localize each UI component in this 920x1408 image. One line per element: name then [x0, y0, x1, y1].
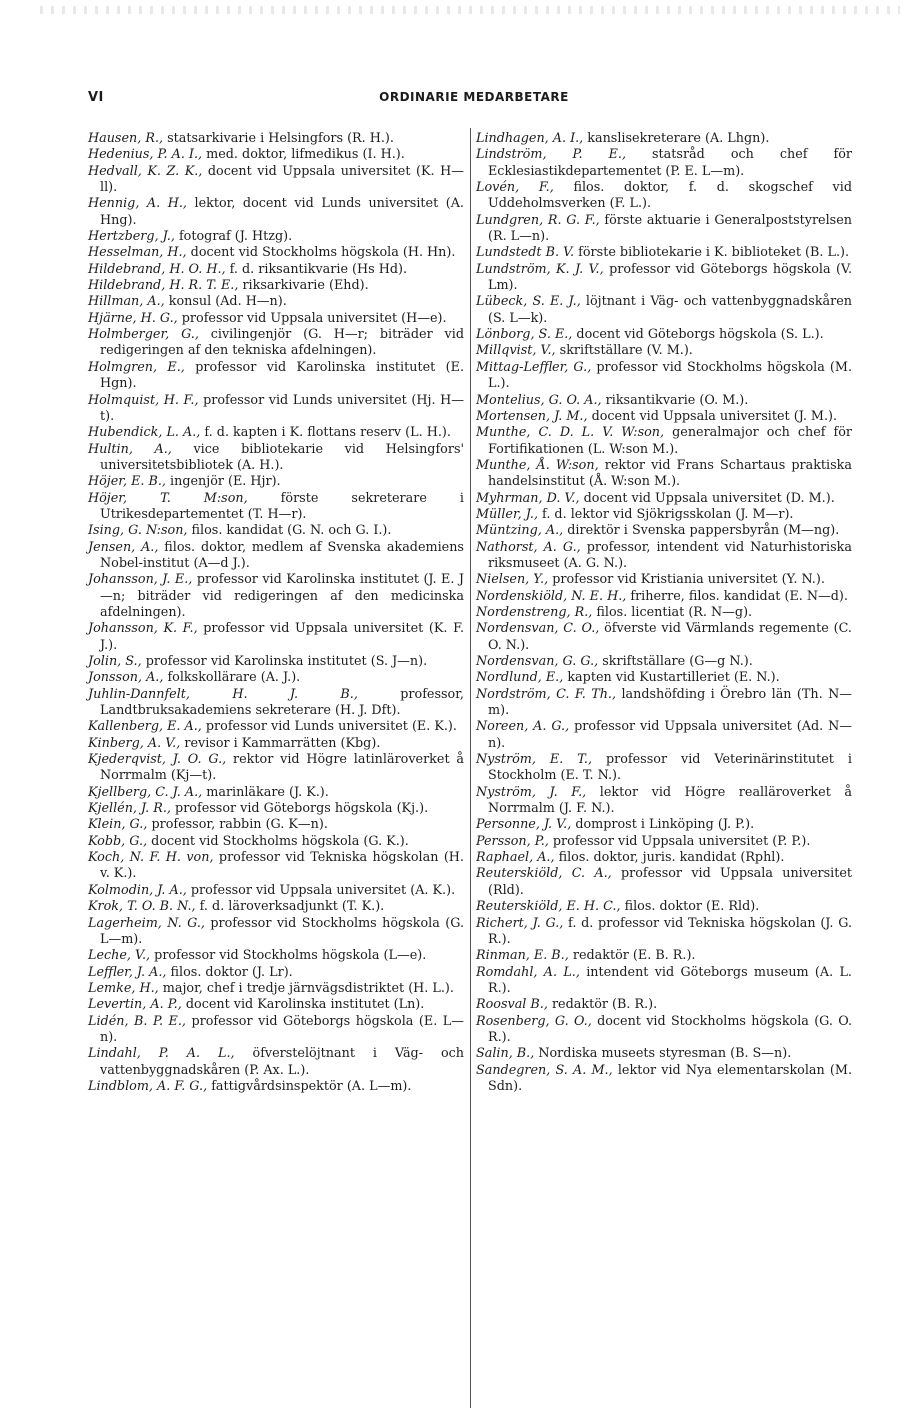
entry-name: Reuterskiöld, C. A., [476, 866, 612, 882]
entry-text: professor vid Göteborgs högskola (E. L—n). [100, 1013, 464, 1045]
entry-text: professor vid Karolinska institutet (E. Hgn). [100, 359, 464, 392]
entry-text: friherre, filos. kandidat (E. N—d). [626, 588, 848, 604]
entry-name: Nordlund, E., [476, 670, 564, 686]
entry-text: riksantikvarie (O. M.). [601, 392, 749, 408]
entry-text: filos. doktor (J. Lr). [166, 964, 293, 980]
entry-name: Kjellén, J. R., [88, 801, 171, 817]
entry-text: f. d. läroverksadjunkt (T. K.). [195, 899, 385, 915]
entry-text: professor, rabbin (G. K—n). [147, 817, 328, 833]
entry [88, 474, 464, 490]
entry-name: Lönborg, S. E., [476, 327, 573, 343]
entry-name: Montelius, G. O. A., [476, 392, 602, 408]
entry-text: professor vid Stockholms högskola (M. L.). [488, 359, 852, 392]
entry [476, 147, 852, 180]
entry [476, 850, 852, 866]
entry [476, 654, 852, 670]
entry-text: statsarkivarie i Helsingfors (R. H.). [163, 131, 394, 146]
entry-text: professor vid Uppsala universitet (H—e). [177, 310, 447, 326]
entry [88, 801, 464, 817]
entry [88, 1046, 464, 1079]
entry [476, 180, 852, 213]
entry [476, 343, 852, 359]
entry [476, 245, 852, 261]
entry-text: professor vid Karolinska institutet (J. E. J—n; biträder vid redigeringen af den medicinska afdelningen). [100, 572, 464, 620]
entry [88, 311, 464, 327]
entry [88, 245, 464, 261]
entry [476, 491, 852, 507]
entry-name: Myhrman, D. V., [476, 490, 580, 506]
entry-name: Müntzing, A., [476, 523, 564, 539]
entry-text: rektor vid Högre latinläroverket å Norrmalm (Kj—t). [100, 752, 464, 784]
entry-name: Romdahl, A. L., [476, 964, 580, 980]
entry-name: Levertin, A. P., [88, 997, 182, 1013]
entry-text: f. d. riksantikvarie (Hs Hd). [225, 261, 408, 277]
entry [476, 458, 852, 491]
entry-name: Hennig, A. H., [88, 196, 187, 212]
entry [476, 1014, 852, 1047]
entry-text: professor vid Lunds universitet (E. K.). [201, 719, 457, 735]
entry-text: konsul (Ad. H—n). [164, 294, 287, 310]
entry-text: öfverstelöjtnant i Väg- och vattenbyggnadskåren (P. Ax. L.). [100, 1046, 464, 1078]
entry [88, 393, 464, 426]
entry [88, 883, 464, 899]
entry-name: Hillman, A., [88, 294, 165, 310]
entry-text: rektor vid Frans Schartaus praktiska handelsinstitut (Å. W:son M.). [488, 457, 853, 490]
entry-name: Lübeck, S. E. J., [476, 294, 581, 310]
entry-text: docent vid Stockholms högskola (G. O. R.). [488, 1013, 853, 1045]
entry-name: Hjärne, H. G., [88, 310, 178, 326]
entry-text: professor, intendent vid Naturhistoriska riksmuseet (A. G. N.). [488, 539, 852, 571]
entry [476, 817, 852, 833]
entry-text: revisor i Kammarrätten (Kbg). [180, 735, 381, 751]
entry [88, 916, 464, 949]
entry [88, 425, 464, 441]
entry-name: Jensen, A., [88, 539, 159, 555]
entry-text: lektor vid Nya elementarskolan (M. Sdn). [488, 1062, 853, 1094]
entry-text: fotograf (J. Htzg). [174, 229, 293, 245]
entry-name: Munthe, Å. W:son, [476, 457, 599, 473]
entry-text: f. d. professor vid Tekniska högskolan (J. G. R.). [488, 915, 852, 947]
entry-name: Kinberg, A. V., [88, 735, 181, 751]
entry-name: Klein, G., [88, 817, 148, 833]
entry [476, 327, 852, 343]
entry-name: Nordenskiöld, N. E. H., [476, 588, 627, 604]
entry-text: redaktör (E. B. R.). [568, 948, 696, 964]
entry-text: domprost i Linköping (J. P.). [571, 817, 755, 833]
entry-text: docent vid Stockholms högskola (H. Hn). [186, 245, 456, 261]
entry-text: docent vid Uppsala universitet (K. H—ll). [100, 163, 464, 196]
entry [88, 670, 464, 686]
entry-name: Johansson, K. F., [88, 621, 198, 637]
entry-name: Hertzberg, J., [88, 229, 175, 245]
entry-text: professor vid Uppsala universitet (Rld). [488, 866, 852, 898]
entry [476, 752, 852, 785]
entry [88, 654, 464, 670]
entry [476, 1063, 852, 1096]
entry-name: Nordström, C. F. Th., [476, 686, 617, 702]
entry [476, 294, 852, 327]
entry [476, 948, 852, 964]
entry-name: Hultin, A., [88, 441, 172, 457]
entry [88, 491, 464, 524]
entry-text: professor vid Stockholms högskola (G. L—m). [100, 915, 464, 947]
entry-name: Hildebrand, H. R. T. E., [88, 278, 239, 294]
entry-text: f. d. lektor vid Sjökrigsskolan (J. M—r). [538, 506, 794, 522]
entry [88, 687, 464, 720]
entry-text: filos. doktor (E. Rld). [620, 899, 760, 915]
entry-name: Hausen, R., [88, 131, 164, 146]
entry-text: docent vid Stockholms högskola (G. K.). [147, 833, 409, 849]
entry-text: löjtnant i Väg- och vattenbyggnadskåren (S. L—k). [488, 294, 852, 326]
entry-name: Nordensvan, C. O., [476, 621, 600, 637]
entry [88, 196, 464, 229]
entry [88, 523, 464, 539]
entry-name: Lemke, H., [88, 980, 159, 996]
entry [88, 997, 464, 1013]
entry-name: Leffler, J. A., [88, 964, 167, 980]
entry-text: f. d. kapten i K. flottans reserv (L. H.). [200, 425, 451, 441]
entry [476, 866, 852, 899]
entry-name: Holmquist, H. F., [88, 392, 199, 408]
entry [88, 621, 464, 654]
entry-text: professor vid Uppsala universitet (Ad. N—n). [488, 719, 852, 751]
entry-text: filos. licentiat (R. N—g). [592, 604, 753, 620]
entry-name: Lindblom, A. F. G., [88, 1078, 208, 1094]
entry-text: ingenjör (E. Hjr). [165, 474, 281, 490]
entry-name: Jolin, S., [88, 654, 142, 669]
entry-name: Nordensvan, G. G., [476, 654, 599, 669]
entry-name: Lovén, F., [476, 180, 554, 196]
entry-name: Nyström, J. F., [476, 784, 587, 800]
entry-name: Juhlin-Dannfelt, H. J. B., [88, 686, 358, 702]
entry [476, 360, 852, 393]
entry [476, 834, 852, 850]
entry-text: riksarkivarie (Ehd). [238, 278, 369, 294]
entry-name: Personne, J. V., [476, 817, 572, 833]
entry [476, 540, 852, 573]
entry [88, 572, 464, 621]
entry-text: professor vid Uppsala universitet (P. P.). [548, 833, 811, 849]
entry-text: förste bibliotekarie i K. biblioteket (B. L.). [574, 245, 850, 261]
entry-name: Jonsson, A., [88, 670, 164, 686]
entry-text: professor, Landtbruksakademiens sekreterare (H. J. Dft). [100, 686, 464, 719]
entry [476, 965, 852, 998]
entry-name: Kolmodin, J. A., [88, 882, 187, 898]
entry [476, 425, 852, 458]
entry-text: filos. kandidat (G. N. och G. I.). [187, 523, 392, 539]
entry [88, 540, 464, 573]
entry-text: fattigvårdsinspektör (A. L—m). [207, 1078, 412, 1094]
entry [476, 605, 852, 621]
entry-name: Lidén, B. P. E., [88, 1013, 186, 1029]
entry-name: Lundström, K. J. V., [476, 261, 604, 277]
entry-name: Rosenberg, G. O., [476, 1013, 592, 1029]
entry-text: professor vid Lunds universitet (Hj. H—t). [100, 392, 464, 424]
entry-text: skriftställare (G—g N.). [598, 654, 753, 669]
entry-name: Sandegren, S. A. M., [476, 1062, 613, 1078]
entry-name: Salin, B., [476, 1046, 535, 1062]
entry-text: lektor vid Högre realläroverket å Norrmalm (J. F. N.). [488, 784, 852, 817]
entry [88, 834, 464, 850]
entry-name: Nordenstreng, R., [476, 604, 593, 620]
entry [88, 965, 464, 981]
entry [88, 164, 464, 197]
entry-text: docent vid Uppsala universitet (D. M.). [579, 490, 835, 506]
entry-name: Lindström, P. E., [476, 147, 626, 163]
entry-name: Nathorst, A. G., [476, 539, 581, 555]
entry-text: major, chef i tredje järnvägsdistriktet (H. L.). [158, 980, 454, 996]
entry [88, 278, 464, 294]
entry-name: Persson, P., [476, 833, 549, 849]
entry [88, 981, 464, 997]
entry-text: docent vid Uppsala universitet (J. M.). [587, 408, 838, 424]
entry [476, 997, 852, 1013]
entry-text: professor vid Kristiania universitet (Y. N.). [548, 572, 825, 588]
entry-name: Noreen, A. G., [476, 719, 570, 735]
entry [88, 131, 464, 147]
entry-text: civilingenjör (G. H—r; biträder vid redigeringen af den tekniska afdelningen). [100, 327, 464, 359]
entry [476, 916, 852, 949]
entry-name: Johansson, J. E., [88, 572, 193, 588]
entry-name: Kjellberg, C. J. A., [88, 784, 203, 800]
page-header [88, 90, 860, 110]
entry-text: lektor, docent vid Lunds universitet (A. Hng). [100, 196, 464, 228]
entry-text: kapten vid Kustartilleriet (E. N.). [563, 670, 780, 686]
entry-name: Hesselman, H., [88, 245, 187, 261]
entry-text: professor vid Karolinska institutet (S. J—n). [141, 654, 428, 669]
entry-text: professor vid Uppsala universitet (A. K.). [186, 882, 456, 898]
entry [476, 409, 852, 425]
entry [88, 899, 464, 915]
entry-name: Hubendick, L. A., [88, 425, 201, 441]
entry-name: Raphael, A., [476, 850, 555, 866]
entry-name: Millqvist, V., [476, 343, 556, 359]
entry-text: statsråd och chef för Ecklesiastikdepartementet (P. E. L—m). [488, 147, 852, 179]
entry-text: filos. doktor, f. d. skogschef vid Uddeholmsverken (F. L.). [488, 180, 852, 212]
entry [88, 1079, 464, 1095]
entry [476, 670, 852, 686]
entry-text: landshöfding i Örebro län (Th. N—m). [488, 686, 853, 719]
entry-name: Lagerheim, N. G., [88, 915, 205, 931]
entry-name: Kjederqvist, J. O. G., [88, 752, 227, 768]
entry-name: Kobb, G., [88, 833, 148, 849]
entry [476, 621, 852, 654]
entry-text: marinläkare (J. K.). [202, 784, 329, 800]
entry [88, 817, 464, 833]
entry-name: Hildebrand, H. O. H., [88, 261, 226, 277]
entry [88, 736, 464, 752]
entry [88, 442, 464, 475]
entry-name: Munthe, C. D. L. V. W:son, [476, 425, 665, 441]
entry [476, 589, 852, 605]
right-column [476, 131, 852, 1095]
entry-name: Lindhagen, A. I., [476, 131, 584, 146]
entry [88, 360, 464, 393]
running-title: ORDINARIE MEDARBETARE [379, 90, 569, 104]
entry [88, 850, 464, 883]
entry-name: Lundgren, R. G. F., [476, 212, 600, 228]
entry-text: generalmajor och chef för Fortifikationen (L. W:son M.). [488, 425, 852, 457]
page-number: VI [88, 90, 104, 105]
entry-name: Lundstedt B. V. [476, 245, 575, 261]
entry-text: professor vid Tekniska högskolan (H. v. K.). [100, 850, 464, 882]
entry-text: redaktör (B. R.). [547, 997, 658, 1013]
entry-name: Kallenberg, E. A., [88, 719, 202, 735]
entry-name: Reuterskiöld, E. H. C., [476, 899, 621, 915]
entry [476, 523, 852, 539]
entry-name: Mortensen, J. M., [476, 408, 588, 424]
entry-text: skriftställare (V. M.). [555, 343, 693, 359]
entry [88, 752, 464, 785]
entry-text: professor vid Göteborgs högskola (Kj.). [170, 801, 429, 817]
entry-text: professor vid Uppsala universitet (K. F. J.). [100, 621, 464, 653]
entry [476, 262, 852, 295]
entry [476, 131, 852, 147]
column-divider [470, 128, 471, 1408]
entry-text: professor vid Göteborgs högskola (V. Lm). [488, 261, 852, 294]
entry-text: förste sekreterare i Utrikesdepartementet (T. H—r). [100, 490, 464, 522]
entry-name: Höjer, E. B., [88, 474, 166, 490]
entry-name: Höjer, T. M:son, [88, 490, 248, 506]
entry-name: Mittag-Leffler, G., [476, 359, 592, 375]
entry-name: Leche, V., [88, 948, 151, 964]
scan-noise [40, 6, 900, 14]
left-column [88, 131, 464, 1095]
entry-text: Nordiska museets styresman (B. S—n). [534, 1046, 792, 1062]
entry [88, 262, 464, 278]
entry-name: Lindahl, P. A. L., [88, 1046, 235, 1062]
entry-name: Holmberger, G., [88, 327, 199, 343]
entry-text: öfverste vid Värmlands regemente (C. O. N.). [488, 621, 852, 653]
entry-name: Rinman, E. B., [476, 948, 569, 964]
entry-text: vice bibliotekarie vid Helsingfors' universitetsbibliotek (A. H.). [100, 441, 464, 473]
entry [476, 785, 852, 818]
entry [88, 327, 464, 360]
entry [476, 1046, 852, 1062]
entry [88, 719, 464, 735]
entry [88, 785, 464, 801]
entry-text: med. doktor, lifmedikus (I. H.). [202, 147, 405, 163]
entry [476, 393, 852, 409]
entry-name: Hedenius, P. A. I., [88, 147, 203, 163]
entry [476, 899, 852, 915]
entry [476, 507, 852, 523]
entry-name: Roosval B., [476, 997, 548, 1013]
entry [88, 229, 464, 245]
entry-text: intendent vid Göteborgs museum (A. L. R.). [488, 964, 852, 996]
entry-name: Hedvall, K. Z. K., [88, 163, 203, 179]
entry-name: Nielsen, Y., [476, 572, 549, 588]
entry [476, 213, 852, 246]
entry-name: Ising, G. N:son, [88, 523, 188, 539]
entry [88, 147, 464, 163]
entry-text: direktör i Svenska pappersbyrån (M—ng). [563, 523, 840, 539]
entry [88, 1014, 464, 1047]
entry-name: Krok, T. O. B. N., [88, 899, 196, 915]
entry [476, 572, 852, 588]
entry-text: förste aktuarie i Generalpoststyrelsen (R. L—n). [488, 212, 852, 245]
entry-text: professor vid Veterinärinstitutet i Stockholm (E. T. N.). [488, 752, 852, 784]
entry [88, 948, 464, 964]
entry-text: folkskollärare (A. J.). [163, 670, 301, 686]
entry-text: kanslisekreterare (A. Lhgn). [583, 131, 770, 146]
entry-name: Koch, N. F. H. von, [88, 850, 214, 866]
entry-name: Müller, J., [476, 506, 538, 522]
entry-name: Holmgren, E., [88, 359, 185, 375]
entry-text: docent vid Karolinska institutet (Ln). [181, 997, 425, 1013]
entry [88, 294, 464, 310]
entry-text: professor vid Stockholms högskola (L—e). [150, 948, 427, 964]
entry [476, 719, 852, 752]
entry-text: docent vid Göteborgs högskola (S. L.). [572, 327, 824, 343]
entry-name: Richert, J. G., [476, 915, 564, 931]
entry-text: filos. doktor, juris. kandidat (Rphl). [554, 850, 785, 866]
entry-text: filos. doktor, medlem af Svenska akademiens Nobel-institut (A—d J.). [100, 539, 464, 571]
entry-name: Nyström, E. T., [476, 752, 592, 768]
entry [476, 687, 852, 720]
